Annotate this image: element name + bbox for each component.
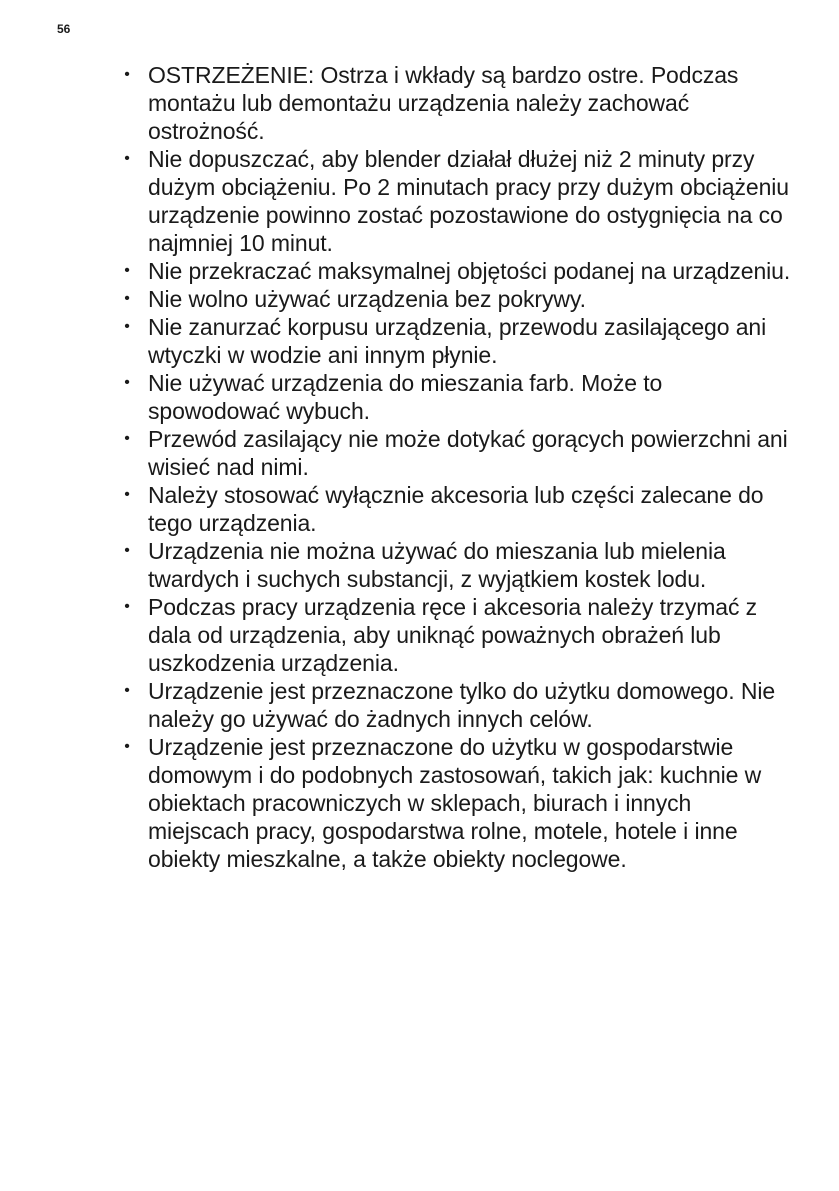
warning-text: Urządzenia nie można używać do mieszania lub mielenia twardych i suchych substancji, z wyjątkiem kostek lodu.: [148, 538, 726, 592]
bullet-icon: •: [124, 374, 130, 391]
page-number: 56: [57, 22, 71, 36]
warning-text: OSTRZEŻENIE: Ostrza i wkłady są bardzo ostre. Podczas montażu lub demontażu urządzenia należy zachować ostrożność.: [148, 62, 739, 144]
list-item: [121, 257, 791, 285]
list-item: [121, 733, 791, 873]
bullet-icon: •: [124, 542, 130, 559]
list-item: [121, 425, 791, 481]
list-item: [121, 537, 791, 593]
list-item: [121, 369, 791, 425]
list-item: [121, 677, 791, 733]
safety-warnings-list: [121, 61, 791, 873]
warning-text: Nie dopuszczać, aby blender działał dłużej niż 2 minuty przy dużym obciążeniu. Po 2 minutach pracy przy dużym obciążeniu urządzenie powinno zostać pozostawione do ostygnięcia na co najmniej 10 minut.: [148, 146, 789, 256]
warning-text: Nie używać urządzenia do mieszania farb. Może to spowodować wybuch.: [148, 370, 663, 424]
bullet-icon: •: [124, 430, 130, 447]
bullet-icon: •: [124, 318, 130, 335]
bullet-icon: •: [124, 290, 130, 307]
bullet-icon: •: [124, 598, 130, 615]
list-item: [121, 481, 791, 537]
bullet-icon: •: [124, 150, 130, 167]
list-item: [121, 145, 791, 257]
warning-text: Urządzenie jest przeznaczone do użytku w gospodarstwie domowym i do podobnych zastosowań, takich jak: kuchnie w obiektach pracowniczych w sklepach, biurach i innych miejscach pracy, gospodarstwa rolne, motele, hotele i inne obiekty mieszkalne, a także obiekty noclegowe.: [148, 734, 762, 872]
list-item: [121, 285, 791, 313]
warning-text: Podczas pracy urządzenia ręce i akcesoria należy trzymać z dala od urządzenia, aby uniknąć poważnych obrażeń lub uszkodzenia urządzenia.: [148, 594, 758, 676]
bullet-icon: •: [124, 738, 130, 755]
list-item: [121, 593, 791, 677]
warning-text: Nie przekraczać maksymalnej objętości podanej na urządzeniu.: [148, 258, 791, 284]
list-item: [121, 61, 791, 145]
warning-text: Przewód zasilający nie może dotykać gorących powierzchni ani wisieć nad nimi.: [148, 426, 788, 480]
warning-text: Nie zanurzać korpusu urządzenia, przewodu zasilającego ani wtyczki w wodzie ani innym płynie.: [148, 314, 767, 368]
bullet-icon: •: [124, 682, 130, 699]
list-item: [121, 313, 791, 369]
bullet-icon: •: [124, 66, 130, 83]
bullet-icon: •: [124, 262, 130, 279]
warning-text: Nie wolno używać urządzenia bez pokrywy.: [148, 286, 586, 312]
bullet-icon: •: [124, 486, 130, 503]
warning-text: Należy stosować wyłącznie akcesoria lub części zalecane do tego urządzenia.: [148, 482, 764, 536]
warning-text: Urządzenie jest przeznaczone tylko do użytku domowego. Nie należy go używać do żadnych innych celów.: [148, 678, 776, 732]
